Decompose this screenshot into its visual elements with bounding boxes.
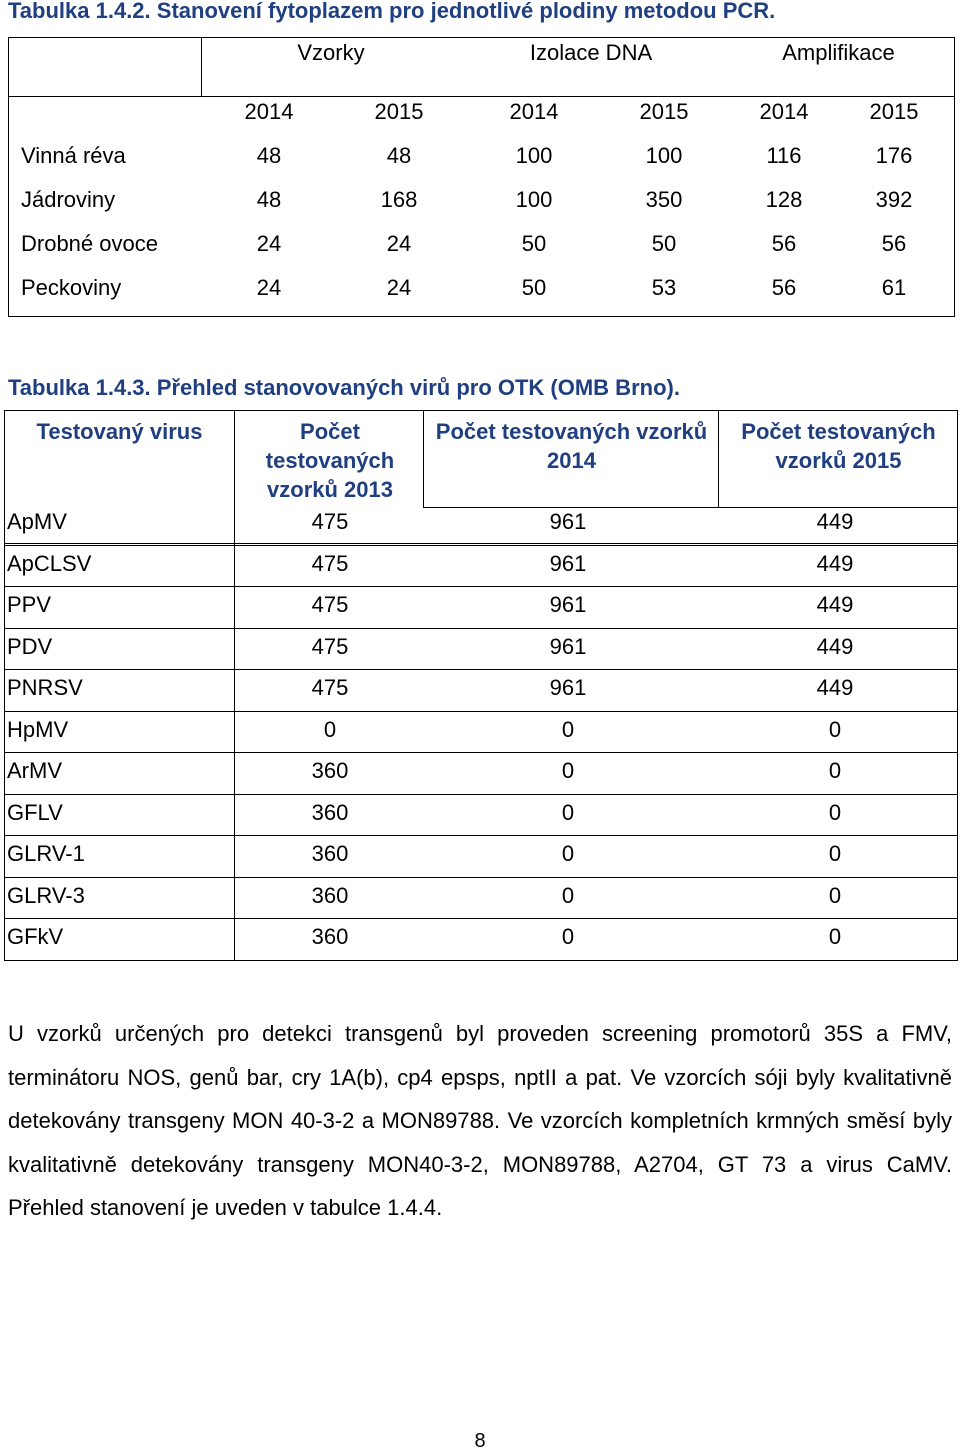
crop-label: Vinná réva	[21, 143, 126, 168]
table1-header-rule	[9, 96, 954, 97]
header-2013: Počet testovaných vzorků 2013	[265, 419, 395, 502]
count-2015: 0	[828, 758, 842, 783]
virus-name: ApCLSV	[7, 550, 92, 576]
table2-row-rule	[5, 835, 957, 836]
virus-name: GLRV-1	[7, 841, 85, 866]
table2-row-rule	[5, 586, 957, 587]
count-2015: 449	[816, 633, 854, 659]
year-header: 2014	[509, 99, 559, 124]
virus-name: ArMV	[7, 758, 62, 783]
table-cell: 128	[765, 187, 803, 212]
table-row	[5, 669, 957, 710]
table-cell: 61	[881, 275, 907, 300]
count-2013: 360	[311, 882, 349, 908]
table-row	[5, 586, 957, 627]
crop-label: Jádroviny	[21, 187, 116, 212]
table-cell: 56	[881, 231, 907, 256]
virus-name: GFLV	[7, 799, 63, 825]
year-header: 2015	[869, 99, 919, 124]
count-2015: 0	[828, 882, 842, 908]
count-2014: 961	[549, 509, 587, 534]
table-row	[5, 918, 957, 959]
crop-label: Drobné ovoce	[21, 231, 158, 256]
count-2014: 0	[561, 924, 575, 949]
table-row	[5, 794, 957, 835]
count-2013: 360	[311, 758, 349, 783]
table-row	[5, 503, 957, 544]
group-header-vzorky: Vzorky	[297, 40, 365, 65]
year-header: 2015	[374, 99, 424, 124]
table-cell: 168	[380, 187, 418, 212]
table-cell: 350	[645, 187, 683, 212]
count-2015: 0	[828, 716, 842, 742]
table-row	[5, 835, 957, 876]
count-2013: 475	[311, 633, 349, 659]
count-2013: 0	[323, 716, 337, 742]
table-cell: 56	[771, 231, 797, 256]
count-2014: 0	[561, 841, 575, 866]
header-virus: Testovaný virus	[36, 419, 203, 444]
crop-label: Peckoviny	[21, 275, 122, 300]
virus-name: PPV	[7, 592, 52, 617]
table2-divider	[718, 411, 719, 507]
count-2014: 961	[549, 675, 587, 700]
table-row	[5, 628, 957, 669]
table-cell: 100	[515, 187, 553, 212]
count-2015: 449	[816, 675, 854, 700]
table-cell: 100	[645, 143, 683, 168]
table-cell: 48	[256, 143, 282, 168]
table2-divider	[423, 411, 424, 507]
count-2013: 475	[311, 592, 349, 617]
table-cell: 50	[521, 275, 547, 300]
count-2015: 0	[828, 841, 842, 866]
table-cell: 56	[771, 275, 797, 300]
count-2014: 961	[549, 550, 587, 576]
virus-name: GFkV	[7, 924, 64, 949]
count-2014: 0	[561, 716, 575, 742]
body-paragraph: U vzorků určených pro detekci transgenů byl proveden screening promotorů 35S a FMV, terminátoru NOS, genů bar, cry 1A(b), cp4 epsps, nptII a pat. Ve vzorcích sóji byly kvalitativně detekovány transgeny MON 40-3-2 a MON89788. Ve vzorcích kompletních krmných směsí byly kvalitativně detekovány transgeny MON40-3-2, MON89788, A2704, GT 73 a virus CaMV. Přehled stanovení je uveden v tabulce 1.4.4.	[8, 1021, 952, 1221]
virus-name: HpMV	[7, 716, 69, 742]
count-2013: 475	[311, 675, 349, 700]
table2-row-rule	[5, 877, 957, 878]
table-cell: 53	[651, 275, 677, 300]
table-row	[5, 711, 957, 752]
virus-name: PNRSV	[7, 675, 83, 700]
count-2014: 0	[561, 882, 575, 908]
table-cell: 176	[875, 143, 913, 168]
table2-caption: Tabulka 1.4.3. Přehled stanovovaných virů pro OTK (OMB Brno).	[8, 375, 680, 400]
count-2015: 0	[828, 924, 842, 949]
count-2015: 449	[816, 509, 854, 534]
count-2013: 360	[311, 924, 349, 949]
phytoplasma-table	[8, 37, 955, 317]
table-row	[5, 877, 957, 918]
group-header-izolace: Izolace DNA	[529, 40, 653, 65]
table2-row-rule	[5, 794, 957, 795]
table-cell: 24	[386, 275, 412, 300]
count-2015: 449	[816, 550, 854, 576]
count-2014: 961	[549, 592, 587, 617]
count-2013: 360	[311, 841, 349, 866]
table-row	[5, 545, 957, 586]
table2-row-rule	[5, 918, 957, 919]
table-cell: 50	[651, 231, 677, 256]
count-2015: 0	[828, 799, 842, 825]
table-cell: 100	[515, 143, 553, 168]
table2-row-rule	[5, 545, 957, 546]
header-2015: Počet testovaných vzorků 2015	[741, 419, 936, 473]
count-2013: 360	[311, 799, 349, 825]
header-2014: Počet testovaných vzorků 2014	[435, 419, 708, 473]
count-2013: 475	[311, 550, 349, 576]
table-cell: 48	[256, 187, 282, 212]
table-cell: 24	[386, 231, 412, 256]
table-cell: 48	[386, 143, 412, 168]
virus-table	[4, 410, 958, 961]
table2-row-rule	[5, 669, 957, 670]
group-header-amplifikace: Amplifikace	[782, 40, 895, 65]
table2-row-rule	[5, 711, 957, 712]
table-cell: 50	[521, 231, 547, 256]
table-cell: 24	[256, 231, 282, 256]
count-2013: 475	[311, 509, 349, 534]
table2-row-rule	[5, 752, 957, 753]
count-2014: 961	[549, 633, 587, 659]
table-cell: 24	[256, 275, 282, 300]
virus-name: ApMV	[7, 509, 67, 534]
table-cell: 392	[875, 187, 913, 212]
count-2014: 0	[561, 758, 575, 783]
year-header: 2014	[244, 99, 294, 124]
table-cell: 116	[766, 143, 802, 168]
year-header: 2015	[639, 99, 689, 124]
table1-caption: Tabulka 1.4.2. Stanovení fytoplazem pro jednotlivé plodiny metodou PCR.	[8, 0, 776, 23]
table2-row-rule	[5, 628, 957, 629]
count-2014: 0	[561, 799, 575, 825]
page-number: 8	[474, 1430, 486, 1452]
count-2015: 449	[816, 592, 854, 617]
year-header: 2014	[759, 99, 809, 124]
virus-name: GLRV-3	[7, 882, 85, 908]
virus-name: PDV	[7, 633, 53, 659]
table-row	[5, 752, 957, 793]
